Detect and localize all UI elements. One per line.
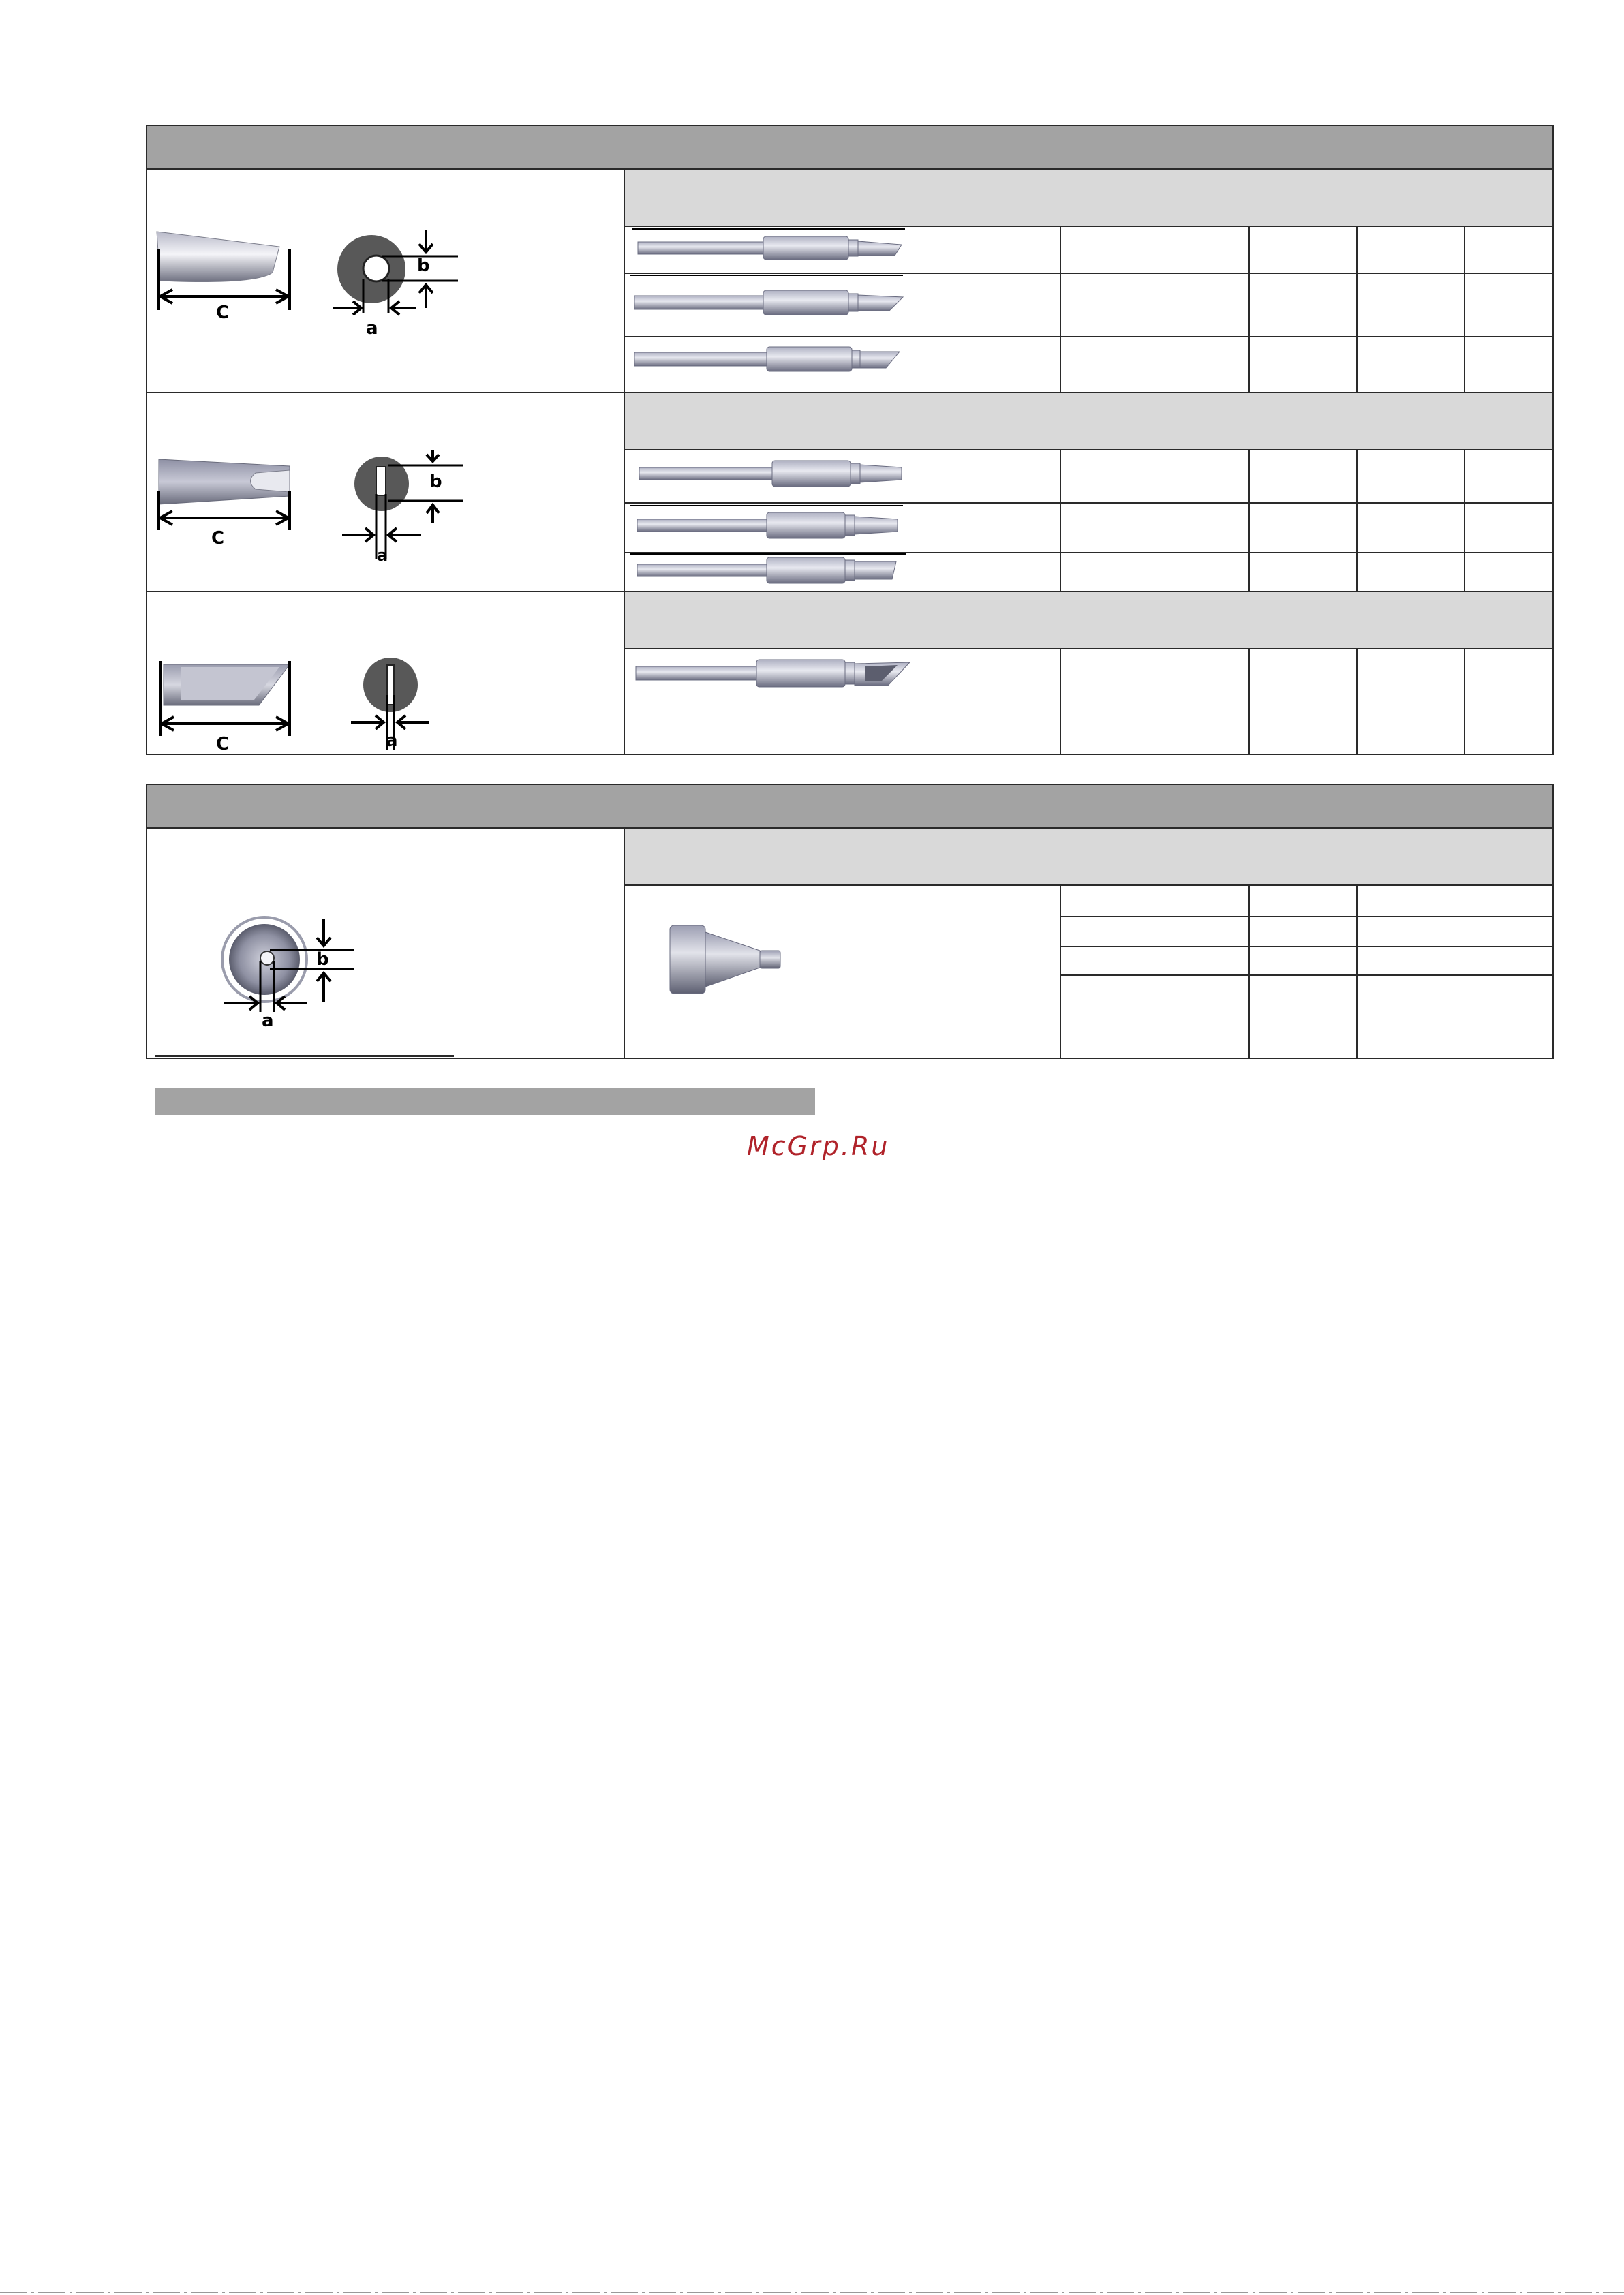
label-c-1: C [216, 303, 230, 323]
label-b-4: b [316, 949, 329, 970]
watermark: McGrp.Ru [747, 1131, 890, 1161]
tip-section-diagram-2 [334, 446, 484, 569]
soldering-tip-icon [632, 451, 912, 500]
page-footer-rule [0, 2290, 1624, 2295]
soldering-tip-icon [630, 553, 910, 590]
label-a-2: a [377, 546, 388, 565]
label-a-1: a [366, 318, 378, 339]
soldering-tip-icon [632, 228, 912, 271]
table-1-header-band [147, 126, 1552, 168]
tip-section-diagram-1 [313, 218, 477, 341]
label-a-3: a [386, 730, 398, 751]
soldering-tip-icon [630, 274, 910, 334]
table-2-header-band [147, 785, 1552, 827]
tip-side-diagram-2 [153, 450, 303, 552]
label-b-1: b [417, 256, 430, 276]
desoldering-nozzle-icon [664, 920, 814, 1002]
label-a-4: a [262, 1011, 274, 1029]
label-c-2: C [211, 528, 225, 549]
soldering-tip-icon [630, 337, 910, 390]
caption-band [155, 1088, 815, 1115]
soldering-tip-icon [630, 504, 910, 551]
label-c-3: C [216, 734, 230, 753]
nozzle-section-diagram [204, 906, 368, 1029]
soldering-tip-icon [630, 654, 917, 696]
tip-side-diagram-3 [153, 651, 303, 753]
tip-section-diagram-3 [344, 654, 440, 756]
tip-side-diagram-1 [153, 218, 303, 327]
label-b-2: b [429, 472, 442, 492]
